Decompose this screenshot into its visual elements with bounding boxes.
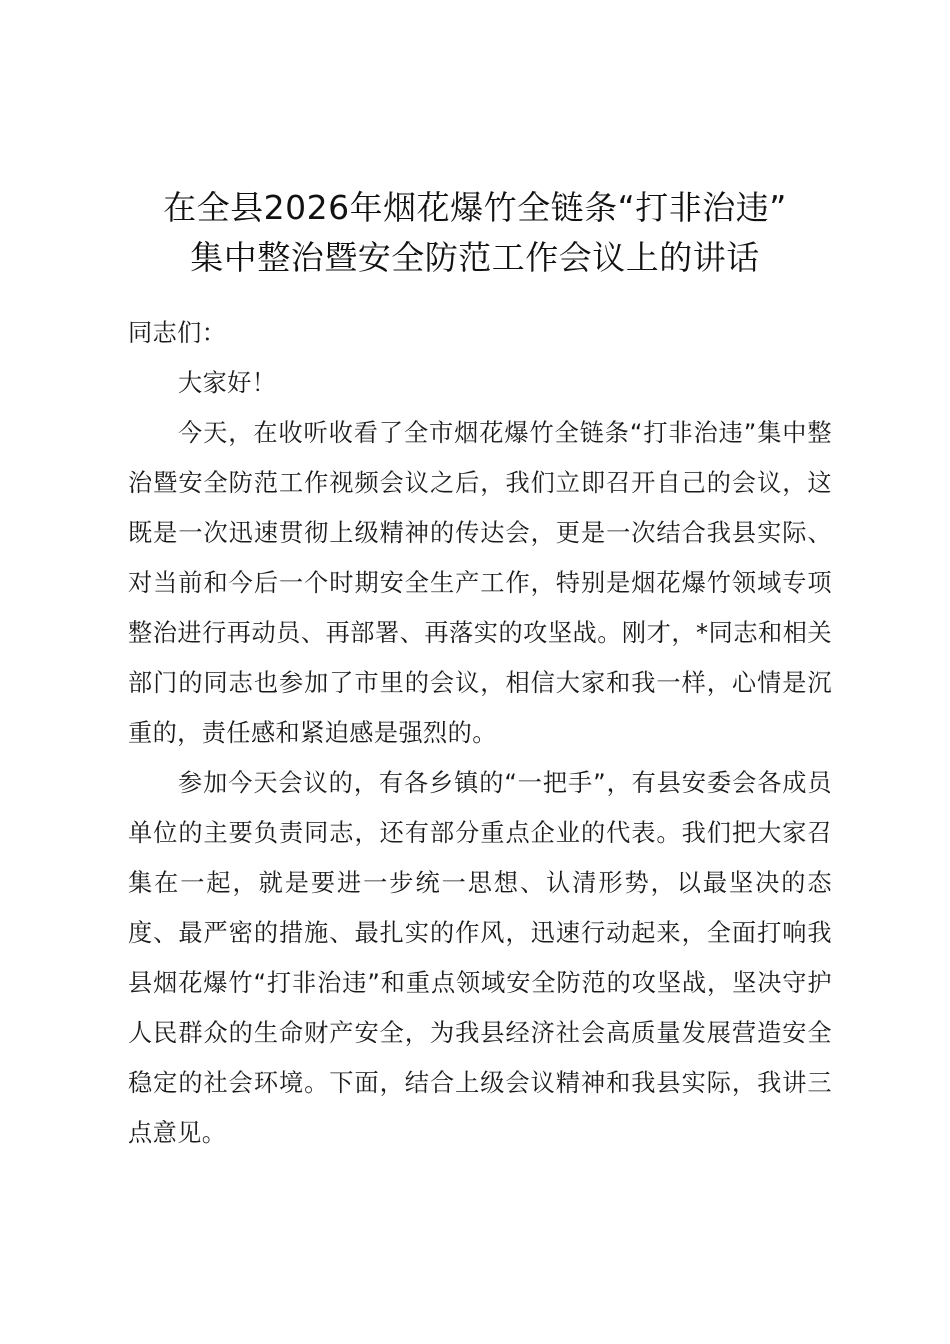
greeting: 大家好！ [178, 369, 277, 397]
title-line-2: 集中整治暨安全防范工作会议上的讲话 [190, 238, 760, 277]
salutation: 同志们： [128, 319, 227, 347]
document-body [128, 308, 832, 1158]
paragraph-1: 今天，在收听收看了全市烟花爆竹全链条“打非治违”集中整治暨安全防范工作视频会议之后，我们立即召开自己的会议，这既是一次迅速贯彻上级精神的传达会，更是一次结合我县实际、对当前和今后一个时期安全生产工作，特别是烟花爆竹领域专项整治进行再动员、再部署、再落实的攻坚战。刚才，*同志和相关部门的同志也参加了市里的会议，相信大家和我一样，心情是沉重的，责任感和紧迫感是强烈的。 [128, 419, 832, 747]
paragraph-2: 参加今天会议的，有各乡镇的“一把手”，有县安委会各成员单位的主要负责同志，还有部分重点企业的代表。我们把大家召集在一起，就是要进一步统一思想、认清形势，以最坚决的态度、最严密的措施、最扎实的作风，迅速行动起来，全面打响我县烟花爆竹“打非治违”和重点领域安全防范的攻坚战，坚决守护人民群众的生命财产安全，为我县经济社会高质量发展营造安全稳定的社会环境。下面，结合上级会议精神和我县实际，我讲三点意见。 [128, 769, 832, 1147]
title-line-1: 在全县2026年烟花爆竹全链条“打非治违” [163, 188, 787, 227]
document-title [100, 183, 850, 283]
